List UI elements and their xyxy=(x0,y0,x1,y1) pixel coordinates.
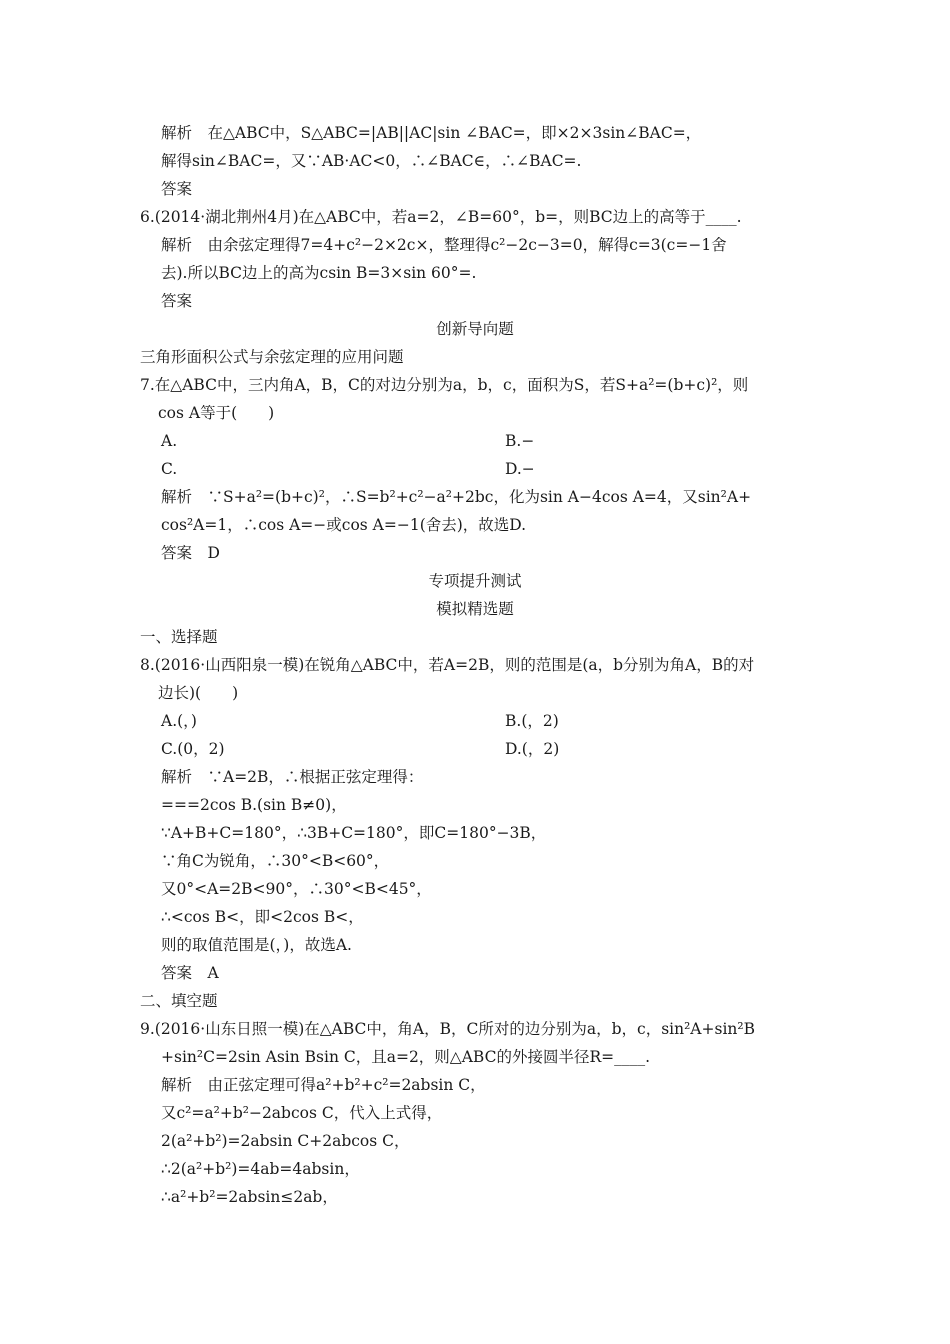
option-d: D.(，2) xyxy=(505,740,560,758)
answer-label: 答案 xyxy=(161,292,193,310)
text-line: ===2cos B.(sin B≠0)， xyxy=(161,796,347,814)
text-line: ∴a²+b²=2absin≤2ab， xyxy=(161,1188,338,1206)
option-d: D.− xyxy=(505,460,535,478)
text-line: 解析 ∵S+a²=(b+c)²，∴S=b²+c²−a²+2bc，化为sin A−4cos A=4，又sin²A+ xyxy=(161,488,752,506)
text-line: 解得sin∠BAC=，又∵AB·AC<0，∴∠BAC∈，∴∠BAC=. xyxy=(161,152,582,170)
text-line: 又c²=a²+b²−2abcos C，代入上式得， xyxy=(161,1104,443,1122)
text-line: ∵角C为锐角，∴30°<B<60°， xyxy=(161,852,390,870)
answer-label: 答案 xyxy=(161,180,193,198)
text-line: +sin²C=2sin Asin Bsin C，且a=2，则△ABC的外接圆半径R=____. xyxy=(161,1048,651,1066)
text-line: cos²A=1，∴cos A=−或cos A=−1(舍去)，故选D. xyxy=(161,516,527,534)
topic-heading: 三角形面积公式与余弦定理的应用问题 xyxy=(140,348,404,366)
text-line: 则的取值范围是(，)，故选A. xyxy=(161,936,352,954)
question-7: 7.在△ABC中，三内角A，B，C的对边分别为a，b，c，面积为S，若S+a²=(b+c)²，则 xyxy=(140,376,749,394)
text-line: 边长)( ) xyxy=(158,684,239,702)
text-line: 2(a²+b²)=2absin C+2abcos C， xyxy=(161,1132,410,1150)
text-line: 解析 由余弦定理得7=4+c²−2×2c×，整理得c²−2c−3=0，解得c=3(c=−1舍 xyxy=(161,236,727,254)
text-line: 解析 ∵A=2B，∴根据正弦定理得： xyxy=(161,768,424,786)
text-line: ∵A+B+C=180°，∴3B+C=180°，即C=180°−3B， xyxy=(161,824,547,842)
question-9: 9.(2016·山东日照一模)在△ABC中，角A，B，C所对的边分别为a，b，c，sin²A+sin²B xyxy=(140,1020,755,1038)
option-a: A. xyxy=(161,432,178,450)
option-b: B.(，2) xyxy=(505,712,559,730)
question-6: 6.(2014·湖北荆州4月)在△ABC中，若a=2，∠B=60°，b=，则BC边上的高等于____. xyxy=(140,208,742,226)
text-line: 解析 由正弦定理可得a²+b²+c²=2absin C， xyxy=(161,1076,486,1094)
text-line: ∴<cos B<，即<2cos B<， xyxy=(161,908,364,926)
option-c: C.(0，2) xyxy=(161,740,225,758)
option-b: B.− xyxy=(505,432,535,450)
text-line: cos A等于( ) xyxy=(158,404,275,422)
question-8: 8.(2016·山西阳泉一模)在锐角△ABC中，若A=2B，则的范围是(a，b分别为角A，B的对 xyxy=(140,656,755,674)
text-line: ∴2(a²+b²)=4ab=4absin， xyxy=(161,1160,360,1178)
section-heading: 模拟精选题 xyxy=(436,600,514,618)
text-line: 去).所以BC边上的高为csin B=3×sin 60°=. xyxy=(161,264,477,282)
text-line: 又0°<A=2B<90°，∴30°<B<45°， xyxy=(161,880,432,898)
option-c: C. xyxy=(161,460,178,478)
section-heading: 创新导向题 xyxy=(436,320,514,338)
option-a: A.(，) xyxy=(161,712,197,730)
answer-label: 答案 A xyxy=(161,964,219,982)
answer-label: 答案 D xyxy=(161,544,220,562)
part-heading: 二、填空题 xyxy=(140,992,218,1010)
part-heading: 一、选择题 xyxy=(140,628,218,646)
section-heading: 专项提升测试 xyxy=(428,572,522,590)
text-line: 解析 在△ABC中，S△ABC=|AB||AC|sin ∠BAC=，即×2×3sin∠BAC=， xyxy=(161,124,702,142)
